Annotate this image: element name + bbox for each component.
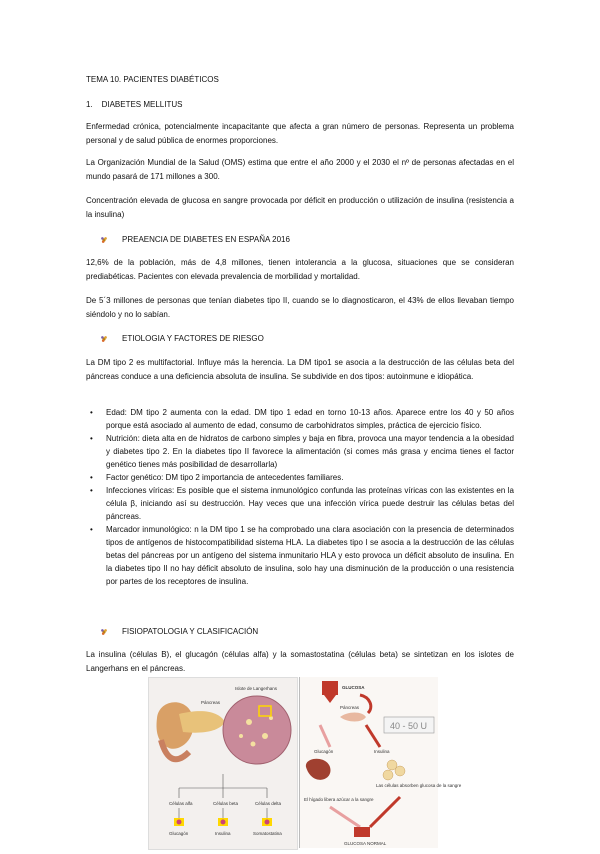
bullet-flower-icon [100, 628, 108, 636]
pancreas-anatomy-illustration [148, 677, 298, 850]
svg-text:Glucagón: Glucagón [314, 749, 334, 754]
paragraph-dm-types: La DM tipo 2 es multifactorial. Influye más la herencia. La DM tipo1 se asocia a la destrucción de las células beta del páncreas conduce a una deficiencia absoluta de insulina. Se subdivide en dos tipos: autoinmune e idiopática. [86, 358, 514, 381]
svg-text:Páncreas: Páncreas [340, 705, 360, 710]
paragraph-prevalence: 12,6% de la población, más de 4,8 millones, tienen intolerancia a la glucosa, situaciones que se consideran prediabéticas. Pacientes con elevada prevalencia de morbilidad y mortalidad. [86, 258, 514, 281]
bullet-flower-icon [100, 335, 108, 343]
liver-shape [306, 759, 331, 780]
list-item: • Edad: DM tipo 2 aumenta con la edad. DM tipo 1 edad en torno 10-13 años. Aparece entre los 40 y 50 años porque está asociado al aumento de edad, consumo de carbohidratos simples, práctica de ejercicio físico. [90, 406, 514, 432]
svg-text:Somatostatina: Somatostatina [253, 831, 282, 836]
svg-text:GLUCOSA: GLUCOSA [342, 685, 365, 690]
paragraph-insulin: La insulina (células B), el glucagón (células alfa) y la somastostatina (células beta) se sintetizan en los islotes de Langerhans en el páncreas. [86, 650, 514, 673]
svg-text:El hígado libera azúcar a la s: El hígado libera azúcar a la sangre [304, 797, 374, 802]
pancreas-figure [148, 677, 462, 848]
bullet-flower-icon [100, 236, 108, 244]
subsection-prevalence [104, 234, 290, 246]
svg-text:Las células absorben glucosa d: Las células absorben glucosa de la sangre [376, 783, 462, 788]
subsection-physiopathology-label: FISIOPATOLOGIA Y CLASIFICACIÓN [122, 627, 259, 636]
list-item: • Infecciones víricas: Es posible que el sistema inmunológico confunda las proteínas víricas con las existentes en la célula β, iniciando así su destrucción. Hay veces que una infección vírica puede destruir las células betas del páncreas. [90, 484, 514, 523]
pancreas-label: Páncreas [201, 700, 221, 705]
svg-text:Insulina: Insulina [215, 831, 231, 836]
islet-label: Islote de Langerhans [235, 686, 278, 691]
subsection-physiopathology [104, 626, 258, 638]
risk-factor-list [90, 406, 514, 588]
svg-text:GLUCOSA NORMAL: GLUCOSA NORMAL [344, 841, 387, 846]
pancreas-small [340, 713, 366, 722]
list-item: • Factor genético: DM tipo 2 importancia de antecedentes familiares. [90, 471, 514, 484]
insulin-range: 40 - 50 U [390, 721, 428, 731]
section-heading-diabetes: 1. DIABETES MELLITUS [86, 100, 183, 109]
paragraph-definition: Enfermedad crónica, potencialmente incapacitante que afecta a gran número de personas. Representa un problema personal y de salud pública de enormes proporciones. [86, 122, 514, 145]
paragraph-glucose: Concentración elevada de glucosa en sangre provocada por déficit en producción o utilización de insulina (resistencia a la insulina) [86, 196, 514, 219]
list-item: • Marcador inmunológico: n la DM tipo 1 se ha comprobado una clara asociación con la presencia de determinados tipos de antígenos de histocompatibilidad sistema HLA. La diabetes tipo I se asocia a la destrucción de las células betas del páncreas por un antígeno del sistema inmunitario HLA y esto provoca un déficit absoluto de insulina. En la diabetes tipo II no hay déficit absoluto de insulina, solo hay una disminución de la producción o una resistencia por partes de los receptores de insulina. [90, 523, 514, 588]
document-title: TEMA 10. PACIENTES DIABÉTICOS [86, 75, 219, 84]
pancreas-shape [179, 711, 225, 733]
subsection-etiology-label: ETIOLOGIA Y FACTORES DE RIESGO [122, 334, 264, 343]
glucose-regulation-diagram [299, 677, 462, 848]
subsection-prevalence-label: PREAENCIA DE DIABETES EN ESPAÑA 2016 [122, 235, 290, 244]
paragraph-oms: La Organización Mundial de la Salud (OMS) estima que entre el año 2000 y el 2030 el nº de personas afectadas en el mundo pasará de 171 millones a 300. [86, 158, 514, 181]
svg-text:Glucagón: Glucagón [169, 831, 189, 836]
subsection-etiology [104, 333, 264, 345]
svg-text:Insulina: Insulina [374, 749, 390, 754]
svg-text:Células delta: Células delta [255, 801, 282, 806]
paragraph-undiagnosed: De 5´3 millones de personas que tenían diabetes tipo II, cuando se lo diagnosticaron, el 43% de ellos llevaban tiempo siéndolo y no lo sabían. [86, 296, 514, 319]
list-item: • Nutrición: dieta alta en de hidratos de carbono simples y baja en fibra, provoca una mayor tendencia a la obesidad y diabetes tipo 2. En la diabetes tipo II favorece la alimentación (si comes más grasa y encima tienes el factor genético tienes más posibilidad de desarrollarla) [90, 432, 514, 471]
svg-text:Células alfa: Células alfa [169, 801, 193, 806]
svg-text:Células beta: Células beta [213, 801, 239, 806]
